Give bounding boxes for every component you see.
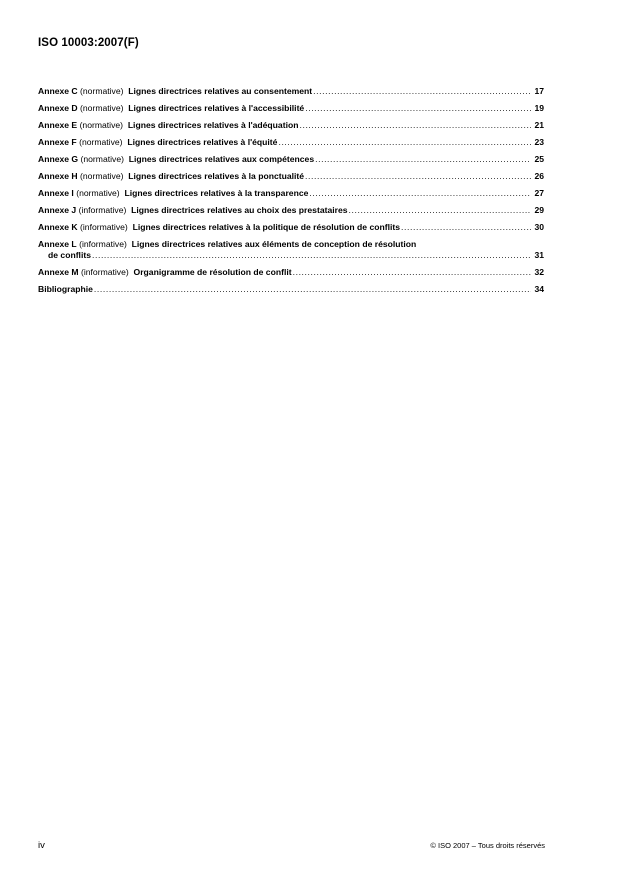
toc-annex-title: Lignes directrices relatives à la politique de résolution de conflits <box>132 222 401 232</box>
toc-annex-title: Organigramme de résolution de conflit <box>133 267 292 277</box>
toc-annex-type: (normative) <box>80 86 124 96</box>
toc-annex-title: Lignes directrices relatives à la ponctualité <box>128 171 305 181</box>
toc-entry-annex-c[interactable] <box>38 86 544 97</box>
toc-annex-title: Lignes directrices relatives à la transparence <box>124 188 309 198</box>
toc-annex-label: Annexe M <box>38 267 79 277</box>
toc-annex-title: Lignes directrices relatives aux compétences <box>128 154 315 164</box>
toc-leader-dots <box>349 205 532 216</box>
toc-annex-type: (informative) <box>78 205 127 215</box>
document-header: ISO 10003:2007(F) <box>38 37 139 49</box>
toc-entry-annex-i[interactable] <box>38 188 544 199</box>
toc-entry-bibliography[interactable] <box>38 284 544 295</box>
toc-bibliography-title: Bibliographie <box>38 284 93 294</box>
toc-leader-dots <box>299 120 531 131</box>
toc-annex-title: Lignes directrices relatives à l'accessibilité <box>128 103 305 113</box>
toc-annex-type: (informative) <box>80 267 129 277</box>
toc-page-number: 17 <box>534 86 544 96</box>
toc-annex-title: Lignes directrices relatives au choix des prestataires <box>131 205 348 215</box>
toc-annex-type: (informative) <box>79 239 127 249</box>
toc-annex-label: Annexe L <box>38 239 77 249</box>
toc-annex-label: Annexe G <box>38 154 79 164</box>
toc-annex-title-continued: de conflits <box>48 250 91 260</box>
toc-annex-type: (normative) <box>80 103 124 113</box>
toc-entry-annex-d[interactable] <box>38 103 544 114</box>
toc-entry-annex-e[interactable] <box>38 120 544 131</box>
toc-entry-annex-m[interactable] <box>38 267 544 278</box>
toc-page-number: 34 <box>534 284 544 294</box>
toc-page-number: 29 <box>534 205 544 215</box>
toc-annex-title: Lignes directrices relatives à l'équité <box>127 137 278 147</box>
toc-annex-type: (informative) <box>80 222 128 232</box>
toc-annex-label: Annexe E <box>38 120 78 130</box>
toc-page-number: 21 <box>534 120 544 130</box>
toc-annex-label: Annexe D <box>38 103 78 113</box>
toc-annex-title: Lignes directrices relatives aux éléments de conception de résolution <box>131 239 417 249</box>
footer-copyright: © ISO 2007 – Tous droits réservés <box>430 841 545 850</box>
toc-annex-title: Lignes directrices relatives au consentement <box>128 86 313 96</box>
toc-leader-dots <box>94 284 532 295</box>
toc-leader-dots <box>305 103 531 114</box>
toc-page-number: 25 <box>534 154 544 164</box>
toc-entry-annex-l[interactable] <box>38 239 544 261</box>
toc-annex-label: Annexe F <box>38 137 77 147</box>
toc-entry-annex-h[interactable] <box>38 171 544 182</box>
toc-annex-title: Lignes directrices relatives à l'adéquation <box>127 120 299 130</box>
toc-annex-type: (normative) <box>80 171 124 181</box>
toc-annex-label: Annexe C <box>38 86 78 96</box>
toc-page-number: 32 <box>534 267 544 277</box>
toc-annex-type: (normative) <box>76 188 120 198</box>
toc-entry-annex-f[interactable] <box>38 137 544 148</box>
toc-leader-dots <box>401 222 531 233</box>
toc-annex-type: (normative) <box>80 154 124 164</box>
toc-entry-annex-g[interactable] <box>38 154 544 165</box>
toc-page-number: 23 <box>534 137 544 147</box>
toc-page-number: 19 <box>534 103 544 113</box>
toc-leader-dots <box>293 267 532 278</box>
toc-annex-type: (normative) <box>79 120 124 130</box>
toc-entry-annex-k[interactable] <box>38 222 544 233</box>
toc-page-number: 27 <box>534 188 544 198</box>
toc-page-number: 30 <box>534 222 544 232</box>
toc-leader-dots <box>278 137 531 148</box>
toc-leader-dots <box>309 188 531 199</box>
toc-leader-dots <box>92 250 531 261</box>
toc-leader-dots <box>305 171 531 182</box>
toc-annex-label: Annexe H <box>38 171 78 181</box>
table-of-contents <box>38 86 544 301</box>
toc-annex-label: Annexe K <box>38 222 78 232</box>
toc-annex-label: Annexe I <box>38 188 74 198</box>
toc-entry-annex-j[interactable] <box>38 205 544 216</box>
toc-page-number: 31 <box>534 250 544 260</box>
toc-leader-dots <box>315 154 531 165</box>
footer-page-number: iv <box>38 840 45 851</box>
toc-annex-type: (normative) <box>79 137 123 147</box>
toc-page-number: 26 <box>534 171 544 181</box>
toc-annex-label: Annexe J <box>38 205 77 215</box>
toc-leader-dots <box>313 86 531 97</box>
